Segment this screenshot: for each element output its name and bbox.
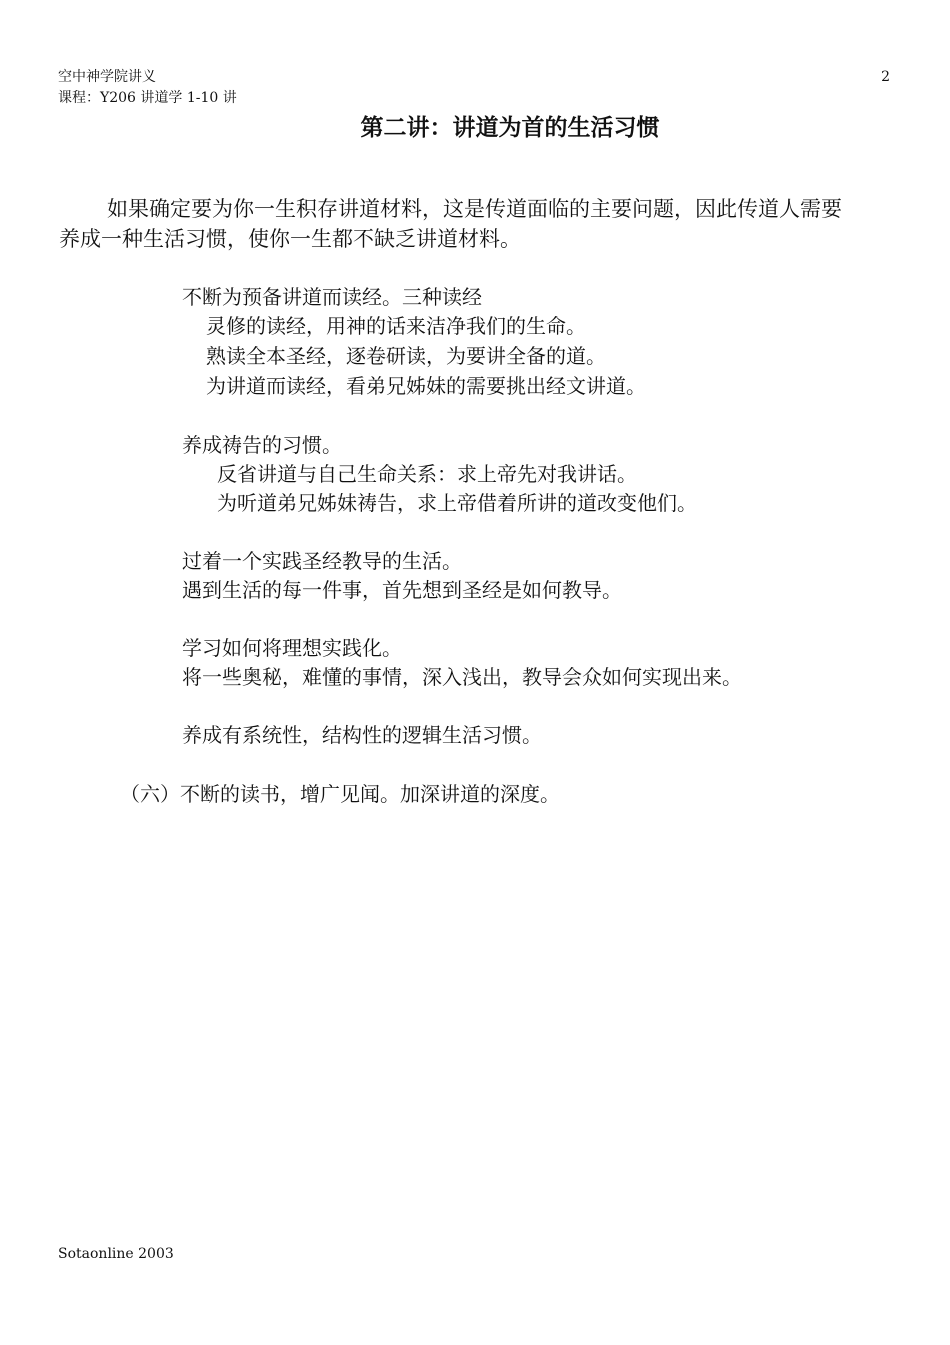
section-practice-heading: 过着一个实践圣经教导的生活。 bbox=[182, 549, 462, 573]
section-reading-heading: 不断为预备讲道而读经。三种读经 bbox=[182, 285, 482, 309]
reading-item: 灵修的读经，用神的话来洁净我们的生命。 bbox=[206, 314, 586, 338]
section-prayer-heading: 养成祷告的习惯。 bbox=[182, 433, 342, 457]
reading-item: 熟读全本圣经，逐卷研读，为要讲全备的道。 bbox=[206, 344, 606, 368]
section-six-line: （六）不断的读书，增广见闻。加深讲道的深度。 bbox=[120, 782, 560, 806]
prayer-item: 为听道弟兄姊妹祷告，求上帝借着所讲的道改变他们。 bbox=[217, 491, 697, 515]
header-institute: 空中神学院讲义 bbox=[58, 69, 156, 85]
intro-line: 如果确定要为你一生积存讲道材料，这是传道面临的主要问题，因此传道人需要 bbox=[107, 197, 842, 221]
section-ideals-heading: 学习如何将理想实践化。 bbox=[182, 636, 402, 660]
page-number: 2 bbox=[881, 69, 890, 85]
header-course: 课程：Y206 讲道学 1-10 讲 bbox=[58, 90, 237, 106]
section-logic-heading: 养成有系统性，结构性的逻辑生活习惯。 bbox=[182, 723, 542, 747]
intro-paragraph bbox=[59, 194, 889, 254]
practice-detail: 遇到生活的每一件事，首先想到圣经是如何教导。 bbox=[182, 578, 622, 602]
page-title: 第二讲：讲道为首的生活习惯 bbox=[360, 114, 660, 141]
page-footer: Sotaonline 2003 bbox=[58, 1246, 174, 1262]
page-header bbox=[58, 67, 237, 109]
ideals-detail: 将一些奥秘，难懂的事情，深入浅出，教导会众如何实现出来。 bbox=[182, 665, 742, 689]
prayer-item: 反省讲道与自己生命关系：求上帝先对我讲话。 bbox=[217, 462, 637, 486]
reading-item: 为讲道而读经，看弟兄姊妹的需要挑出经文讲道。 bbox=[206, 374, 646, 398]
intro-line: 养成一种生活习惯，使你一生都不缺乏讲道材料。 bbox=[59, 227, 521, 251]
